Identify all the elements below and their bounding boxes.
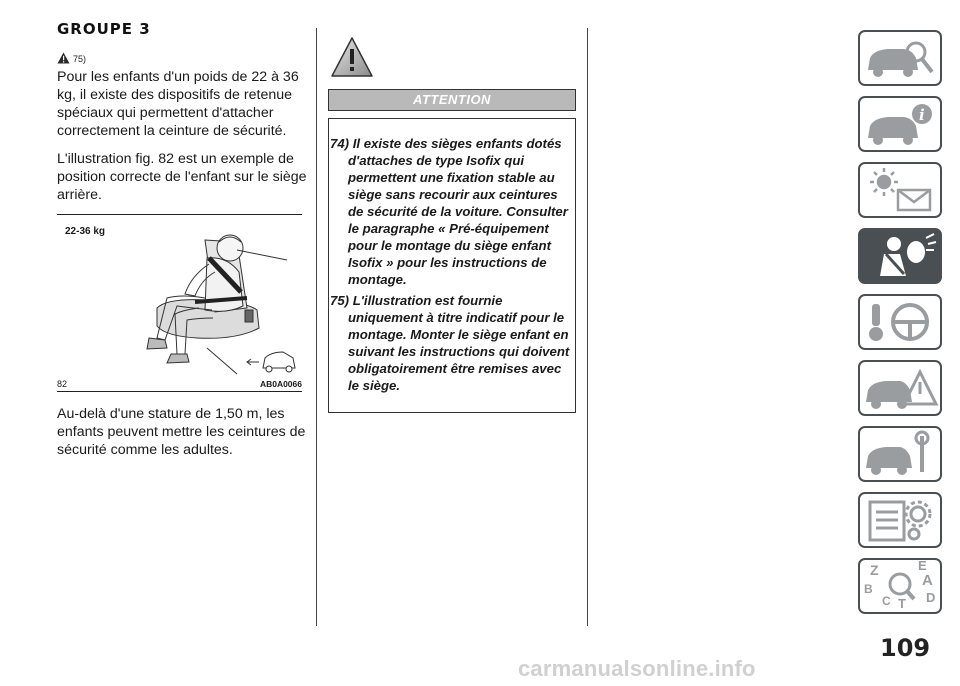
tab-servicing[interactable] — [858, 426, 942, 482]
car-dashboard-search-icon — [860, 32, 940, 84]
paragraph-illustration: L'illustration fig. 82 est un exemple de position correcte de l'enfant sur le siège arrière. — [57, 151, 307, 203]
svg-text:i: i — [919, 106, 925, 124]
watermark: carmanualsonline.info — [518, 656, 756, 681]
warning-item-74: 74) Il existe des sièges enfants dotés d'attaches de type Isofix qui permettent une fixation stable au siège sans recourir aux ceintures de sécurité de la voiture. Consulter le paragraphe « Pré-équipement pour le montage du siège enfant Isofix » pour les instructions de montage. — [330, 136, 568, 287]
warning-column — [328, 36, 576, 413]
tab-starting-driving[interactable] — [858, 294, 942, 350]
figure-bottom-rule — [57, 391, 302, 392]
technical-data-gear-icon — [860, 494, 940, 546]
figure-code: AB0A0066 — [259, 379, 302, 389]
tab-index[interactable] — [858, 558, 942, 614]
car-breakdown-warning-icon — [860, 362, 940, 414]
car-service-wrench-icon — [860, 428, 940, 480]
figure-82 — [57, 214, 302, 392]
car-info-icon — [860, 98, 940, 150]
warning-triangle-icon — [330, 36, 374, 78]
index-letter: D — [926, 590, 936, 605]
tab-car-dashboard[interactable] — [858, 30, 942, 86]
figure-number: 82 — [57, 379, 68, 389]
tab-emergency[interactable] — [858, 360, 942, 416]
column-divider-left — [316, 28, 317, 626]
tab-warning-lights[interactable] — [858, 162, 942, 218]
figure-top-rule — [57, 214, 302, 215]
warning-reference — [57, 44, 307, 64]
left-column — [57, 20, 307, 214]
key-steering-wheel-icon — [860, 296, 940, 348]
reference-note: 75) — [73, 54, 87, 64]
page-number: 109 — [880, 634, 931, 662]
warning-light-message-icon — [860, 164, 940, 216]
index-letter: C — [882, 594, 891, 608]
figure-weight-label: 22-36 kg — [65, 226, 106, 237]
warning-box — [328, 118, 576, 413]
index-letter: T — [898, 596, 906, 611]
tab-safety[interactable] — [858, 228, 942, 284]
tab-technical-data[interactable] — [858, 492, 942, 548]
column-divider-right — [587, 28, 588, 626]
paragraph-adult-belts: Au-delà d'une stature de 1,50 m, les enfants peuvent mettre les ceintures de sécurité comme les adultes. — [57, 406, 306, 458]
paragraph-weight-range: Pour les enfants d'un poids de 22 à 36 kg, il existe des dispositifs de retenue spéciaux qui permettent d'attacher correctement la ceinture de sécurité. — [57, 69, 299, 139]
car-locator-icon — [247, 352, 295, 372]
index-letter: E — [918, 558, 927, 573]
tab-car-info[interactable] — [858, 96, 942, 152]
warning-item-75: 75) L'illustration est fournie uniquement à titre indicatif pour le montage. Monter le siège enfant en suivant les instructions qui doivent obligatoirement être remises avec le siège. — [330, 293, 570, 393]
index-letter: A — [922, 572, 933, 589]
left-column-bottom — [57, 405, 307, 469]
warning-triangle-icon — [57, 52, 70, 64]
child-booster-seat-illustration — [87, 228, 297, 378]
airbag-seatbelt-icon — [860, 230, 940, 282]
section-title: GROUPE 3 — [57, 20, 151, 38]
index-letter: B — [864, 582, 873, 596]
index-letter: Z — [870, 562, 879, 578]
attention-header: ATTENTION — [328, 89, 576, 111]
